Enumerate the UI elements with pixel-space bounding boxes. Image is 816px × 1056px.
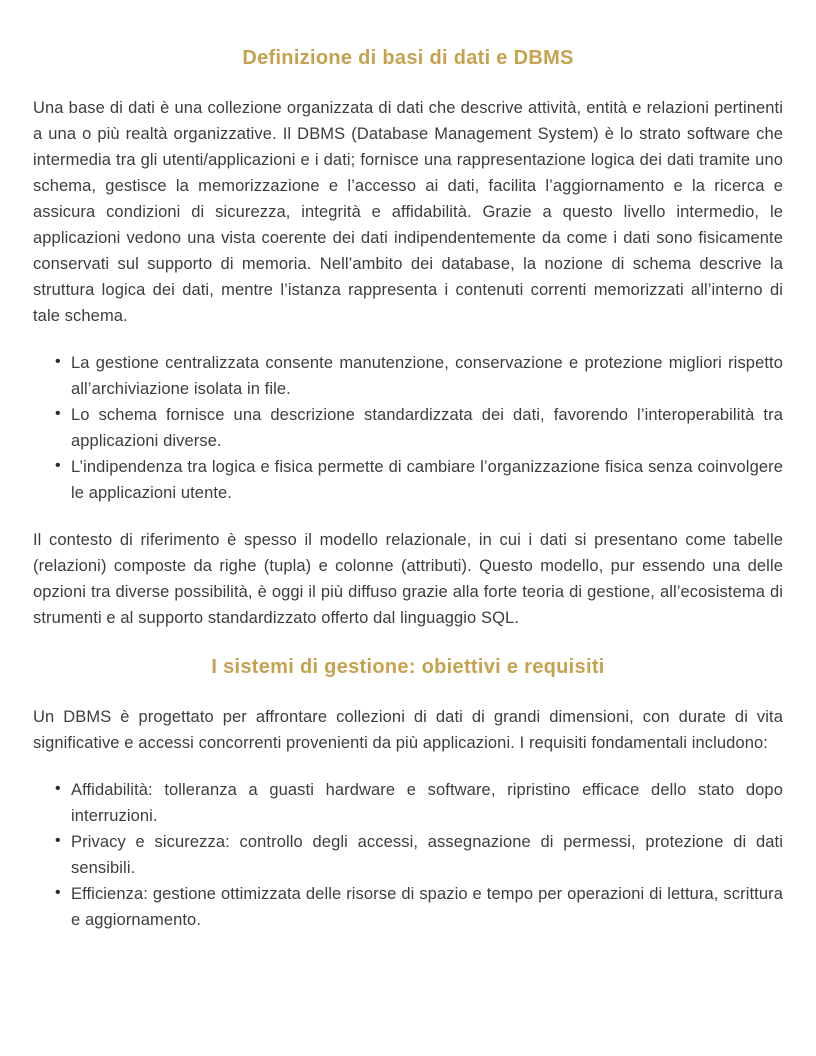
bullet-icon: • [55,353,61,370]
list-item-text: Privacy e sicurezza: controllo degli accessi, assegnazione di permessi, protezione di dati sensibili. [71,833,783,877]
list-item-text: L’indipendenza tra logica e fisica permette di cambiare l’organizzazione fisica senza coinvolgere le applicazioni utente. [71,458,783,502]
list-item [33,350,783,402]
section-2-heading: I sistemi di gestione: obiettivi e requisiti [211,656,605,678]
bullet-icon: • [55,780,61,797]
section-1-bullet-list [33,350,783,506]
bullet-icon: • [55,832,61,849]
section-2-bullet-list [33,777,783,933]
section-1-outro-paragraph: Il contesto di riferimento è spesso il modello relazionale, in cui i dati si presentano come tabelle (relazioni) composte da righe (tupla) e colonne (attributi). Questo modello, pur essendo una delle opzioni tra diverse possibilità, è oggi il più diffuso grazie alla forte teoria di gestione, all’ecosistema di strumenti e al supporto standardizzato offerto dal linguaggio SQL. [33,531,783,627]
list-item-text: Efficienza: gestione ottimizzata delle risorse di spazio e tempo per operazioni di lettura, scrittura e aggiornamento. [71,885,783,929]
bullet-icon: • [55,457,61,474]
list-item-text: Lo schema fornisce una descrizione standardizzata dei dati, favorendo l’interoperabilità tra applicazioni diverse. [71,406,783,450]
section-1-intro-paragraph: Una base di dati è una collezione organizzata di dati che descrive attività, entità e relazioni pertinenti a una o più realtà organizzative. Il DBMS (Database Management System) è lo strato software che intermedia tra gli utenti/applicazioni e i dati; fornisce una rappresentazione logica dei dati tramite uno schema, gestisce la memorizzazione e l’accesso ai dati, facilita l’aggiornamento e la ricerca e assicura condizioni di sicurezza, integrità e affidabilità. Grazie a questo livello intermedio, le applicazioni vedono una vista coerente dei dati indipendentemente da come i dati sono fisicamente conservati sul supporto di memoria. Nell’ambito dei database, la nozione di schema descrive la struttura logica dei dati, mentre l’istanza rappresenta i contenuti correnti memorizzati all’interno di tale schema. [33,99,783,325]
section-2-intro-paragraph: Un DBMS è progettato per affrontare collezioni di dati di grandi dimensioni, con durate di vita significative e accessi concorrenti provenienti da più applicazioni. I requisiti fondamentali includono: [33,708,783,752]
section-1-heading: Definizione di basi di dati e DBMS [242,47,574,69]
list-item [33,402,783,454]
list-item [33,454,783,506]
bullet-icon: • [55,884,61,901]
list-item [33,829,783,881]
bullet-icon: • [55,405,61,422]
list-item-text: Affidabilità: tolleranza a guasti hardware e software, ripristino efficace dello stato dopo interruzioni. [71,781,783,825]
list-item [33,881,783,933]
list-item-text: La gestione centralizzata consente manutenzione, conservazione e protezione migliori rispetto all’archiviazione isolata in file. [71,354,783,398]
list-item [33,777,783,829]
